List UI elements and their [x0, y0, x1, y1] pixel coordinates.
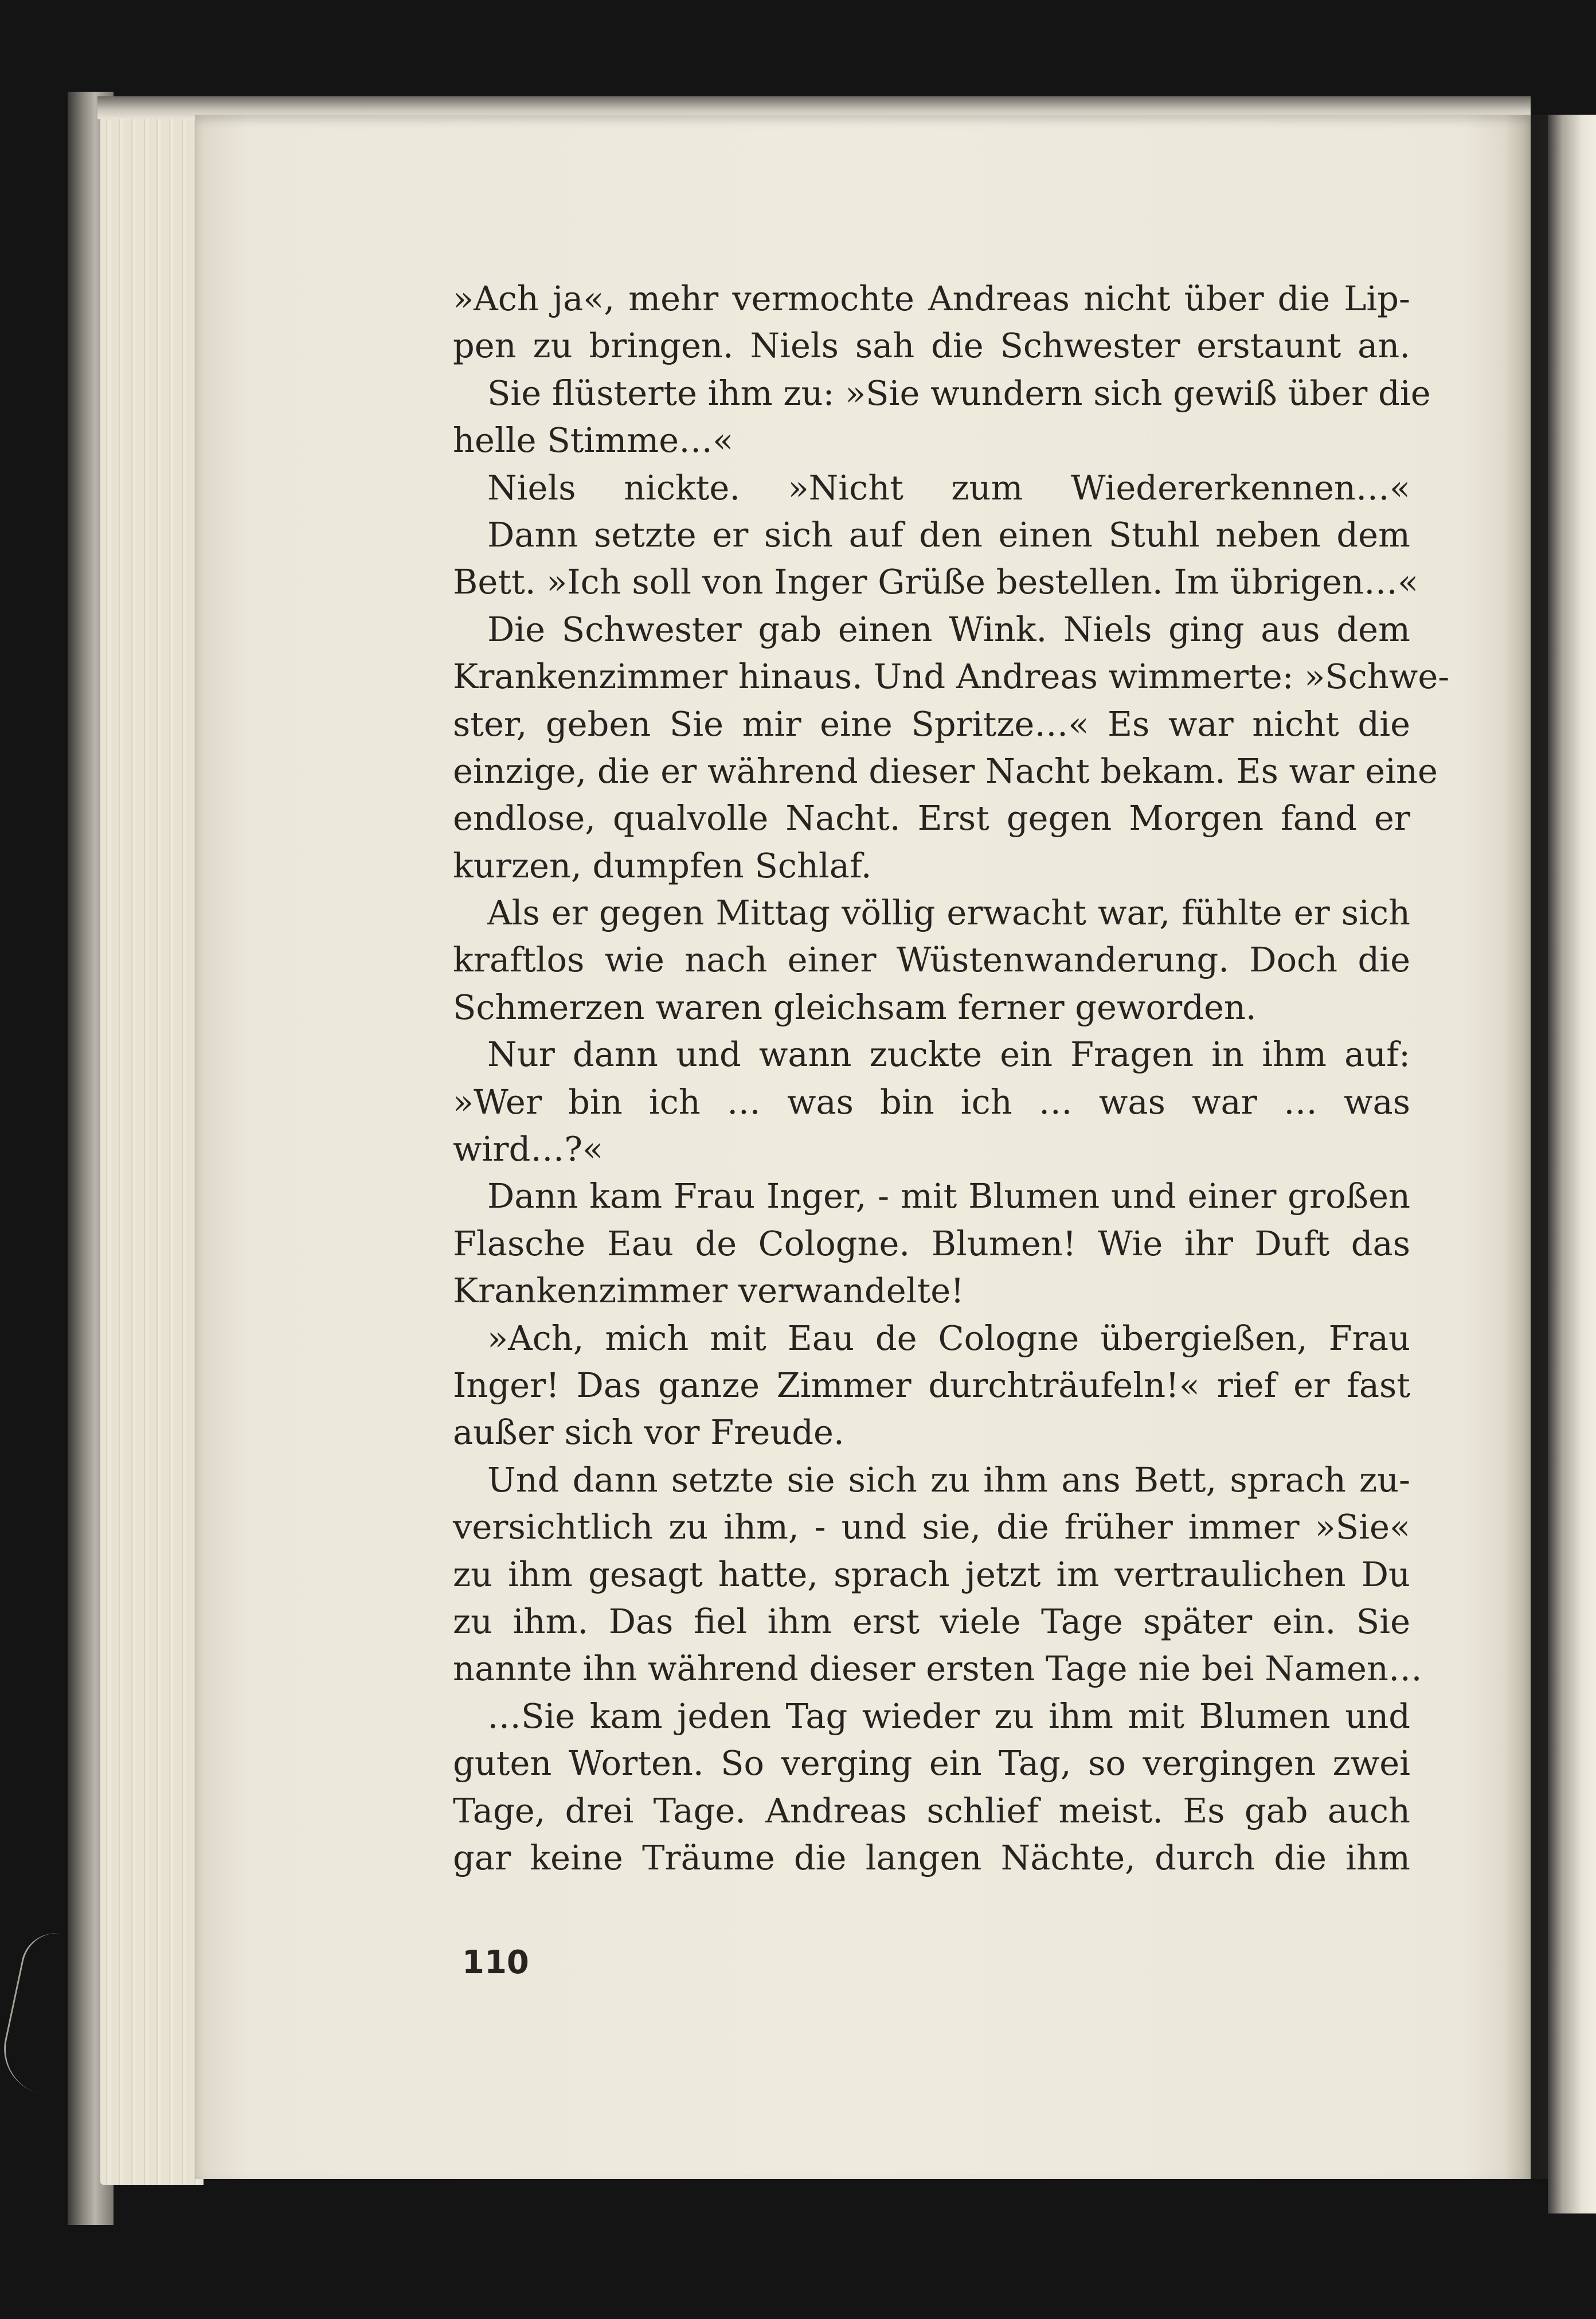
text-line: Flasche Eau de Cologne. Blumen! Wie ihr Duft das	[453, 1223, 1410, 1263]
facing-page-edge	[1548, 115, 1596, 2213]
text-line: Krankenzimmer verwandelte!	[453, 1271, 964, 1311]
text-line: nannte ihn während dieser ersten Tage nie bei Namen…	[453, 1649, 1422, 1689]
text-line: zu ihm gesagt hatte, sprach jetzt im vertraulichen Du	[453, 1554, 1410, 1594]
text-line: zu ihm. Das fiel ihm erst viele Tage später ein. Sie	[453, 1601, 1410, 1641]
text-line: kurzen, dumpfen Schlaf.	[453, 845, 872, 885]
text-line: Inger! Das ganze Zimmer durchträufeln!« rief er fast	[453, 1365, 1410, 1405]
text-line: gar keine Träume die langen Nächte, durch die ihm	[453, 1837, 1410, 1877]
text-line: …Sie kam jeden Tag wieder zu ihm mit Blumen und	[487, 1696, 1410, 1736]
text-line: außer sich vor Freude.	[453, 1412, 844, 1453]
text-line: Nur dann und wann zuckte ein Fragen in ihm auf:	[487, 1034, 1410, 1075]
text-line: Die Schwester gab einen Wink. Niels ging aus dem	[487, 609, 1410, 649]
text-line: Niels nickte. »Nicht zum Wiedererkennen…«	[487, 467, 1410, 507]
text-line: kraftlos wie nach einer Wüstenwanderung. Doch die	[453, 940, 1410, 980]
page-number: 110	[462, 1944, 529, 1981]
text-line: guten Worten. So verging ein Tag, so vergingen zwei	[453, 1743, 1410, 1783]
text-line: Als er gegen Mittag völlig erwacht war, fühlte er sich	[487, 893, 1410, 933]
text-line: Krankenzimmer hinaus. Und Andreas wimmerte: »Schwe-	[453, 657, 1450, 697]
page-stack-edge	[100, 109, 204, 2185]
page-text	[453, 275, 1450, 1881]
text-line: ster, geben Sie mir eine Spritze…« Es war nicht die	[453, 704, 1410, 744]
text-line: endlose, qualvolle Nacht. Erst gegen Morgen fand er	[453, 798, 1410, 838]
text-line: wird…?«	[453, 1129, 604, 1169]
text-line: Tage, drei Tage. Andreas schlief meist. Es gab auch	[453, 1790, 1410, 1830]
text-line: helle Stimme…«	[453, 420, 734, 460]
text-line: Dann kam Frau Inger, - mit Blumen und einer großen	[487, 1176, 1410, 1216]
text-line: pen zu bringen. Niels sah die Schwester erstaunt an.	[453, 326, 1410, 366]
text-line: versichtlich zu ihm, - und sie, die früher immer »Sie«	[453, 1507, 1410, 1547]
text-line: »Ach ja«, mehr vermochte Andreas nicht über die Lip-	[453, 279, 1410, 318]
text-line: Dann setzte er sich auf den einen Stuhl neben dem	[487, 514, 1410, 555]
text-line: Und dann setzte sie sich zu ihm ans Bett, sprach zu-	[487, 1459, 1410, 1500]
text-line: »Wer bin ich … was bin ich … was war … was	[453, 1082, 1410, 1122]
text-line: Bett. »Ich soll von Inger Grüße bestellen. Im übrigen…«	[453, 562, 1419, 602]
text-line: »Ach, mich mit Eau de Cologne übergießen, Frau	[487, 1318, 1410, 1358]
text-line: einzige, die er während dieser Nacht bekam. Es war eine	[453, 751, 1438, 791]
text-line: Sie flüsterte ihm zu: »Sie wundern sich gewiß über die	[487, 373, 1431, 413]
text-line: Schmerzen waren gleichsam ferner geworden.	[453, 987, 1257, 1027]
page-gutter	[1505, 115, 1551, 2179]
